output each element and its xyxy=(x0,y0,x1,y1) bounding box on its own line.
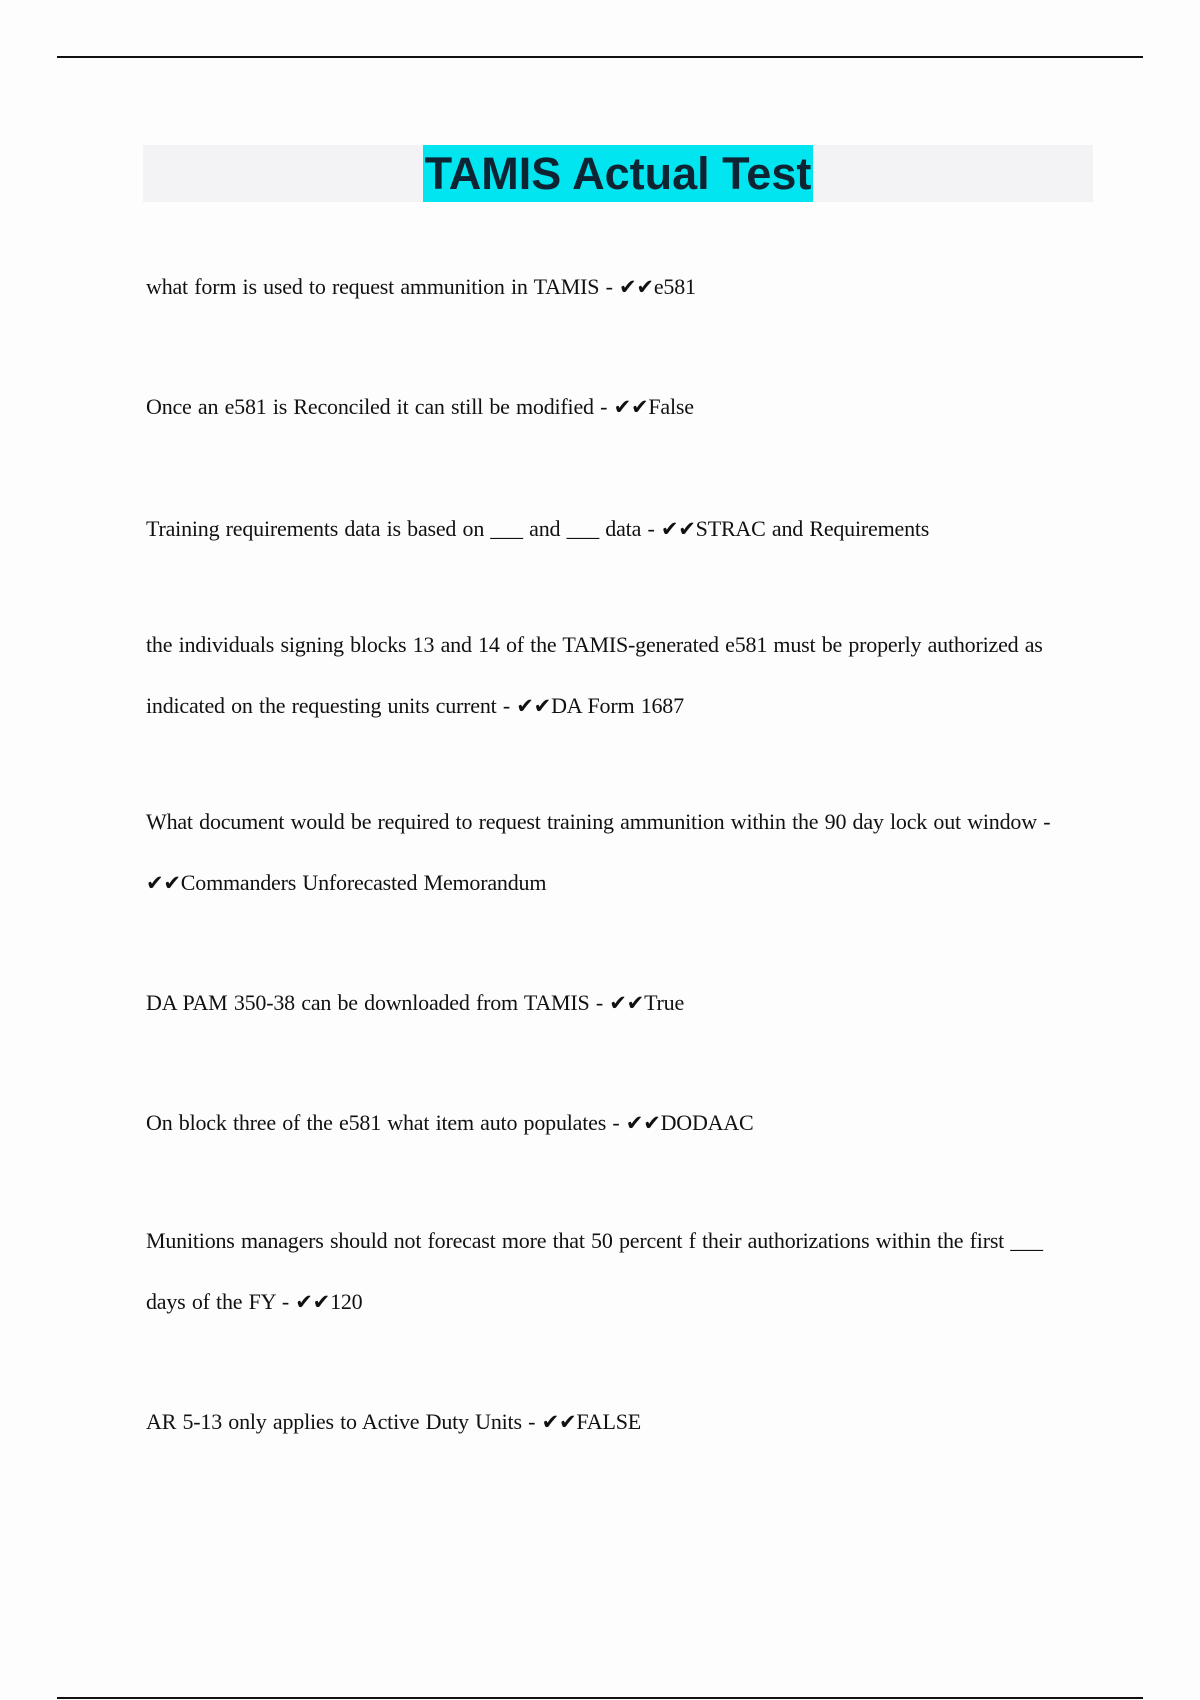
answer-text: FALSE xyxy=(576,1409,641,1434)
question-text: what form is used to request ammunition in TAMIS - xyxy=(146,274,620,299)
qa-item xyxy=(146,1092,1076,1154)
answer-text: DODAAC xyxy=(660,1110,754,1135)
answer-text: 120 xyxy=(330,1289,363,1314)
question-text: the individuals signing blocks 13 and 14 of the TAMIS-generated e581 must be properly authorized as indicated on the requesting units current - xyxy=(146,632,1043,718)
qa-item xyxy=(146,791,1076,914)
check-icon: ✔✔ xyxy=(609,991,645,1015)
question-text: Training requirements data is based on ___ and ___ data - xyxy=(146,516,661,541)
question-text: Munitions managers should not forecast more that 50 percent f their authorizations within the first ___ days of the FY - xyxy=(146,1228,1043,1314)
check-icon: ✔✔ xyxy=(619,275,654,299)
qa-item xyxy=(146,972,1076,1034)
qa-item xyxy=(146,614,1076,737)
qa-item xyxy=(146,376,1076,438)
check-icon: ✔✔ xyxy=(516,694,552,718)
answer-text: False xyxy=(648,394,694,419)
qa-item xyxy=(146,498,1076,560)
answer-text: True xyxy=(644,990,685,1015)
check-icon: ✔✔ xyxy=(146,871,181,895)
title-band xyxy=(143,145,1093,202)
question-text: Once an e581 is Reconciled it can still be modified - xyxy=(146,394,614,419)
answer-text: STRAC and Requirements xyxy=(695,516,930,541)
qa-item xyxy=(146,1391,1076,1453)
check-icon: ✔✔ xyxy=(613,395,649,419)
answer-text: e581 xyxy=(653,274,696,299)
bottom-rule xyxy=(57,1697,1143,1699)
check-icon: ✔✔ xyxy=(660,517,696,541)
question-text: AR 5-13 only applies to Active Duty Units - xyxy=(146,1409,542,1434)
question-text: On block three of the e581 what item auto populates - xyxy=(146,1110,626,1135)
top-rule xyxy=(57,56,1143,58)
check-icon: ✔✔ xyxy=(295,1290,331,1314)
qa-item xyxy=(146,1210,1076,1333)
answer-text: Commanders Unforecasted Memorandum xyxy=(180,870,547,895)
question-text: DA PAM 350-38 can be downloaded from TAMIS - xyxy=(146,990,610,1015)
question-text: What document would be required to request training ammunition within the 90 day lock out window - xyxy=(146,809,1051,834)
qa-item xyxy=(146,256,1076,318)
answer-text: DA Form 1687 xyxy=(551,693,684,718)
document-title: TAMIS Actual Test xyxy=(423,145,814,202)
qa-list xyxy=(146,256,1076,1453)
check-icon: ✔✔ xyxy=(541,1410,577,1434)
check-icon: ✔✔ xyxy=(625,1111,661,1135)
